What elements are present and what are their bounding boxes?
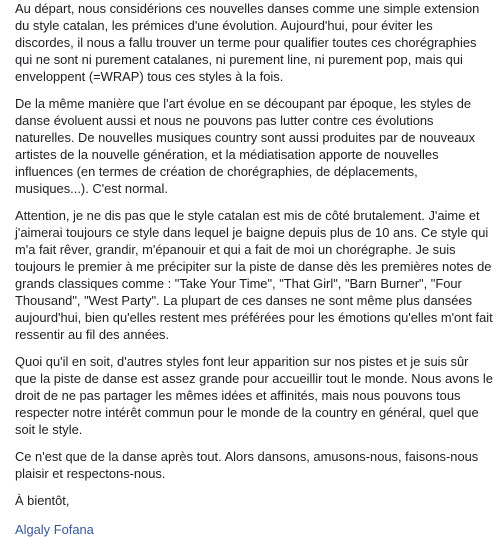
post-paragraph-1: Au départ, nous considérions ces nouvelles danses comme une simple extension du style catalan, les prémices d'une évolution. Aujourd'hui, pour éviter les discordes, il nous a fallu trouver un terme pour qualifier toutes ces chorégraphies qui ne sont ni purement catalanes, ni purement line, ni purement pop, mais qui enveloppent (=WRAP) tous ces styles à la fois. bbox=[15, 1, 480, 84]
post-sign-off: À bientôt, bbox=[15, 493, 70, 508]
post-paragraph-2: De la même manière que l'art évolue en se découpant par époque, les styles de danse évoluent aussi et nous ne pouvons pas lutter contre ces évolutions naturelles. De nouvelles musiques country sont aussi produites par de nouveaux artistes de la nouvelle génération, et la médiatisation apporte de nouvelles influences (en termes de création de chorégraphies, de déplacements, musiques...). C'est normal. bbox=[15, 96, 476, 196]
author-link[interactable]: Algaly Fofana bbox=[15, 522, 94, 537]
post-author-line bbox=[15, 521, 493, 538]
post-paragraph-5: Ce n'est que de la danse après tout. Alors dansons, amusons-nous, faisons-nous plaisir et respectons-nous. bbox=[15, 449, 479, 481]
post-paragraph-4: Quoi qu'il en soit, d'autres styles font leur apparition sur nos pistes et je suis sûr que la piste de danse est assez grande pour accueillir tout le monde. Nous avons le droit de ne pas partager les mêmes idées et affinités, mais nous pouvons tous respecter notre intérêt commun pour le monde de la country en général, quel que soit le style. bbox=[15, 354, 493, 437]
post-paragraph-3: Attention, je ne dis pas que le style catalan est mis de côté brutalement. J'aime et j'aimerai toujours ce style dans lequel je baigne depuis plus de 10 ans. Ce style qui m'a fait rêver, grandir, m'épanouir et qui a fait de moi un chorégraphe. Je suis toujours le premier à me précipiter sur la piste de danse dès les premières notes de grands classiques comme : "Take Your Time", "That Girl", "Barn Burner", "Four Thousand", "West Party". La plupart de ces danses ne sont même plus dansées aujourd'hui, bien qu'elles restent mes préférées pour les émotions qu'elles m'ont fait ressentir au fil des années. bbox=[15, 208, 493, 342]
